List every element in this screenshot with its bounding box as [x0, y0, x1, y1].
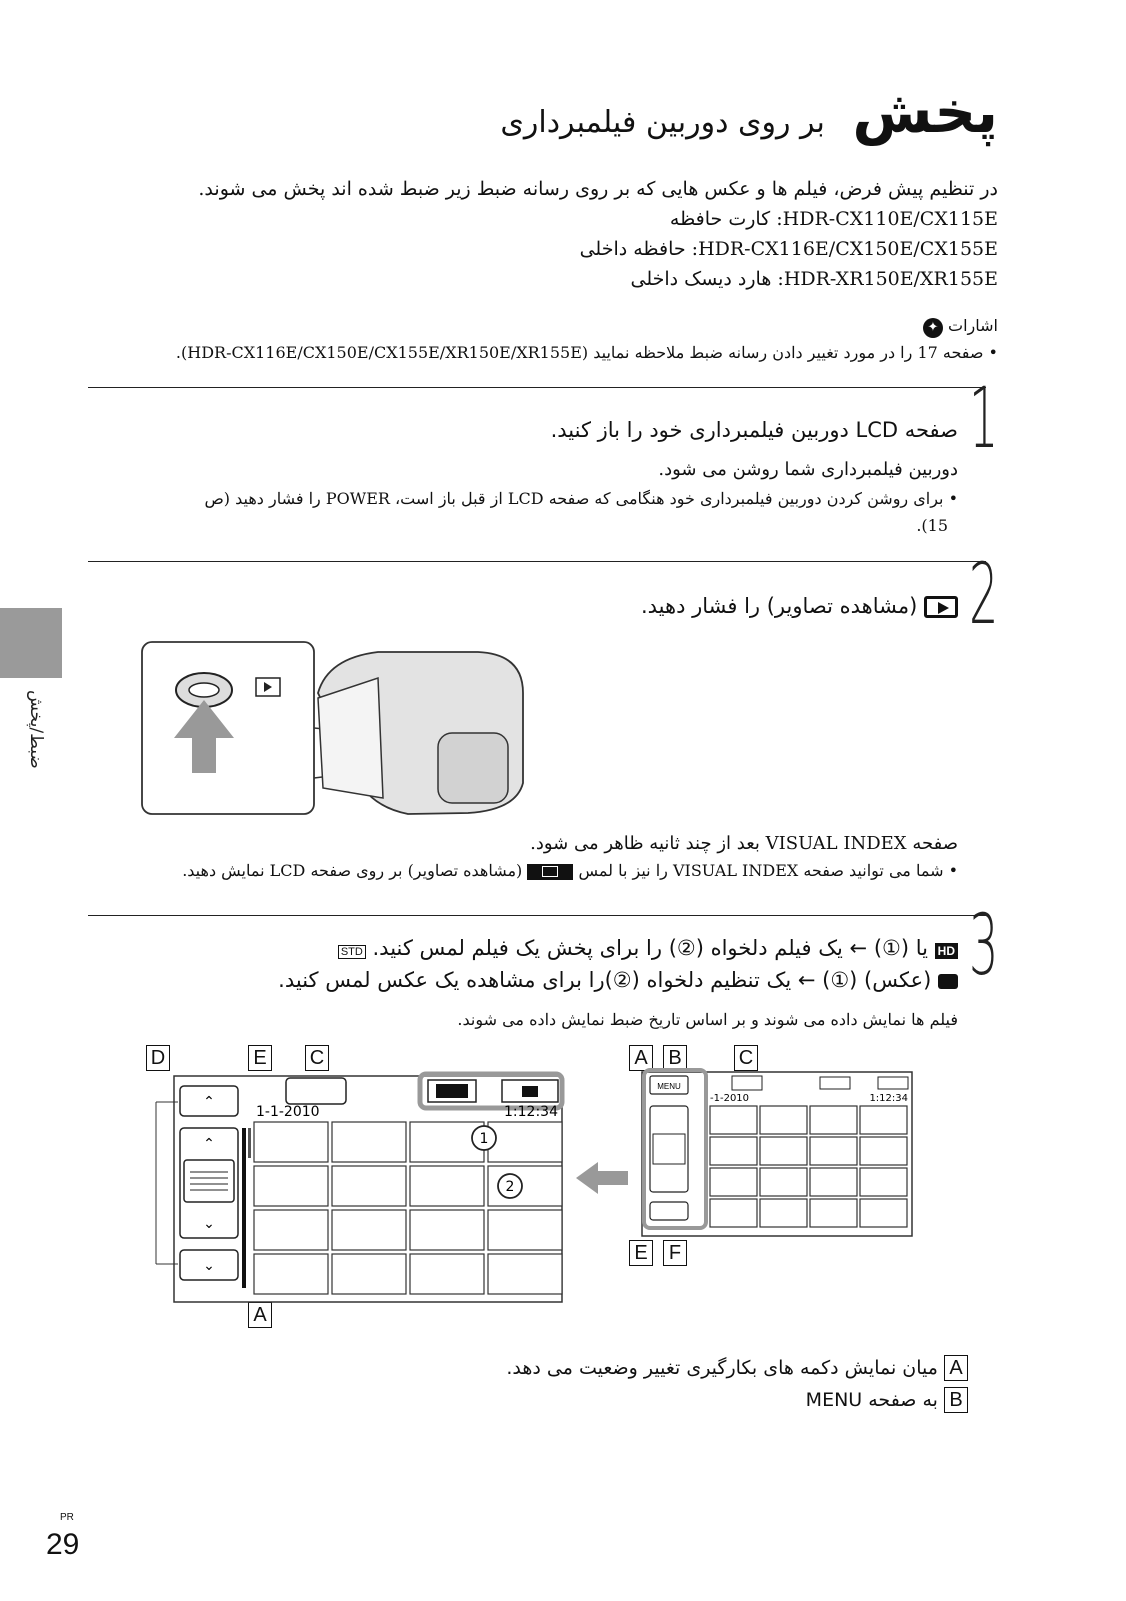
svg-text:2: 2: [505, 1179, 515, 1195]
transition-arrow-icon: [574, 1160, 630, 1196]
tips-heading: [923, 316, 998, 338]
svg-text:⌃: ⌃: [203, 1136, 215, 1152]
thumbnail-cell-small[interactable]: [760, 1106, 807, 1134]
thumbnail-cell-small[interactable]: [860, 1137, 907, 1165]
date-left: 1-1-2010: [256, 1104, 320, 1120]
page-lang: PR: [60, 1512, 74, 1523]
divider-1: [88, 387, 986, 388]
step-3-line-2: [278, 968, 958, 992]
step-2-bullet-b: (مشاهده تصاویر) بر روی صفحه LCD نمایش دهید.: [182, 861, 523, 880]
std-movie-icon: STD: [338, 945, 366, 959]
camera-icon: [938, 974, 958, 989]
rotate-button-small: [732, 1076, 762, 1090]
step-2-bullet-a: • شما می توانید صفحه VISUAL INDEX را نیز با لمس: [578, 861, 958, 880]
label-e-bottom: E: [629, 1240, 653, 1266]
hd-movie-icon: HD: [935, 943, 958, 959]
step-1-bullet-cont: 15).: [916, 516, 948, 535]
intro-line-3: HDR-CX116E/CX150E/CX155E: حافظه داخلی: [579, 238, 998, 260]
section-label: ضبط/پخش: [26, 690, 46, 769]
thumbnail-cell-small[interactable]: [810, 1137, 857, 1165]
thumbnail-cell[interactable]: [332, 1122, 406, 1162]
label-a-top: A: [629, 1045, 653, 1071]
label-d: D: [146, 1045, 170, 1071]
step-2-number: 2: [968, 545, 998, 643]
thumbnail-cell-small[interactable]: [860, 1106, 907, 1134]
svg-text:⌄: ⌄: [203, 1216, 215, 1232]
rotate-button: [286, 1078, 346, 1104]
legend-b-label: B: [944, 1387, 968, 1413]
divider-3: [88, 915, 986, 916]
section-tab: [0, 608, 62, 678]
intro-line-2: HDR-CX110E/CX115E: کارت حافظه: [669, 208, 998, 230]
visual-index-small: [632, 1068, 922, 1240]
time-left: 1:12:34: [504, 1104, 558, 1120]
label-c-right: C: [734, 1045, 758, 1071]
tips-label: اشارات: [948, 316, 998, 335]
tips-item: • صفحه 17 را در مورد تغییر دادن رسانه ضبط ملاحظه نمایید (HDR-CX116E/CX150E/CX155E/XR150E/XR155E).: [175, 343, 998, 362]
label-e-top: E: [248, 1045, 272, 1071]
thumbnail-cell[interactable]: [488, 1210, 562, 1250]
svg-text:MENU: MENU: [657, 1082, 681, 1091]
thumbnail-cell-small[interactable]: [860, 1168, 907, 1196]
divider-2: [88, 561, 986, 562]
svg-text:1:12:34: 1:12:34: [869, 1093, 908, 1104]
svg-text:⌃: ⌃: [203, 1094, 215, 1110]
legend-b: [806, 1387, 968, 1413]
label-f: F: [663, 1240, 687, 1266]
label-b: B: [663, 1045, 687, 1071]
step-2-sub: صفحه VISUAL INDEX بعد از چند ثانیه ظاهر می شود.: [530, 833, 958, 854]
playback-button-zoom-frame: [142, 642, 314, 814]
thumbnail-cell-small[interactable]: [710, 1199, 757, 1227]
thumbnail-cell-small[interactable]: [860, 1199, 907, 1227]
svg-text:⌄: ⌄: [203, 1258, 215, 1274]
legend-b-text: به صفحه MENU: [805, 1389, 938, 1411]
page-title: [500, 78, 998, 146]
thumbnail-cell[interactable]: [332, 1166, 406, 1206]
thumbnail-cell[interactable]: [410, 1210, 484, 1250]
visual-index-enlarged: [150, 1068, 570, 1308]
thumbnail-cell-small[interactable]: [710, 1137, 757, 1165]
thumbnail-cell[interactable]: [254, 1254, 328, 1294]
thumbnail-cell[interactable]: [488, 1122, 562, 1162]
thumbnail-cell-small[interactable]: [760, 1137, 807, 1165]
lightbulb-icon: ✦: [923, 318, 943, 338]
step-3-line-1: [338, 936, 958, 960]
step-1-number: 1: [968, 369, 998, 467]
thumbnail-cell[interactable]: [254, 1122, 328, 1162]
page-number: 29: [46, 1528, 80, 1561]
step-3-line-2-text: (عکس) (①) ← یک تنظیم دلخواه (②)را برای مشاهده یک عکس لمس کنید.: [278, 968, 932, 992]
play-button-icon-inline: [527, 864, 573, 880]
step-3-number: 3: [968, 896, 998, 994]
legend-a: [506, 1355, 968, 1381]
title-rest: بر روی دوربین فیلمبرداری: [500, 105, 825, 140]
svg-text:-1-2010: -1-2010: [710, 1093, 750, 1104]
step-1-sub: دوربین فیلمبرداری شما روشن می شود.: [658, 459, 958, 480]
intro-line-1: در تنظیم پیش فرض، فیلم ها و عکس هایی که بر روی رسانه ضبط زیر ضبط شده اند پخش می شوند.: [198, 178, 998, 200]
thumbnail-cell[interactable]: [332, 1210, 406, 1250]
thumbnail-cell-small[interactable]: [810, 1168, 857, 1196]
label-c-left: C: [305, 1045, 329, 1071]
step-2-heading: [641, 594, 958, 618]
thumbnail-cell[interactable]: [254, 1210, 328, 1250]
thumbnail-cell-small[interactable]: [710, 1168, 757, 1196]
thumbnail-cell[interactable]: [410, 1254, 484, 1294]
scroll-bar: [242, 1128, 246, 1288]
camcorder-illustration: [138, 638, 538, 818]
index-toggle-button: [184, 1160, 234, 1202]
play-mode-button: [650, 1202, 688, 1220]
thumbnail-cell-small[interactable]: [710, 1106, 757, 1134]
label-a-bottom: A: [248, 1302, 272, 1328]
thumbnail-cell-small[interactable]: [810, 1199, 857, 1227]
thumbnail-cell[interactable]: [254, 1166, 328, 1206]
legend-a-label: A: [944, 1355, 968, 1381]
step-2-bullet: [182, 861, 958, 880]
step-1-heading: صفحه LCD دوربین فیلمبرداری خود را باز کنید.: [550, 418, 958, 442]
step-2-heading-text: (مشاهده تصاویر) را فشار دهید.: [640, 594, 918, 618]
thumbnail-cell-small[interactable]: [760, 1199, 807, 1227]
thumbnail-cell[interactable]: [410, 1166, 484, 1206]
step-3-note: فیلم ها نمایش داده می شوند و بر اساس تاریخ ضبط نمایش داده می شوند.: [457, 1010, 958, 1029]
play-button-icon: [924, 596, 958, 618]
step-1-bullet: • برای روشن کردن دوربین فیلمبرداری خود هنگامی که صفحه LCD از قبل باز است، POWER را فشار دهید (ص: [204, 489, 958, 508]
thumbnail-cell-small[interactable]: [760, 1168, 807, 1196]
title-main: پخش: [852, 78, 998, 146]
svg-text:1: 1: [479, 1131, 489, 1147]
intro-line-4: HDR-XR150E/XR155E: هارد دیسک داخلی: [630, 268, 998, 290]
thumbnail-cell[interactable]: [488, 1254, 562, 1294]
thumbnail-cell[interactable]: [332, 1254, 406, 1294]
step-3-line-1-text: یا (①) ← یک فیلم دلخواه (②) را برای پخش یک فیلم لمس کنید.: [372, 936, 928, 960]
thumbnail-cell-small[interactable]: [810, 1106, 857, 1134]
legend-a-text: میان نمایش دکمه های بکارگیری تغییر وضعیت می دهد.: [506, 1357, 938, 1379]
lcd-panel: [318, 678, 383, 798]
